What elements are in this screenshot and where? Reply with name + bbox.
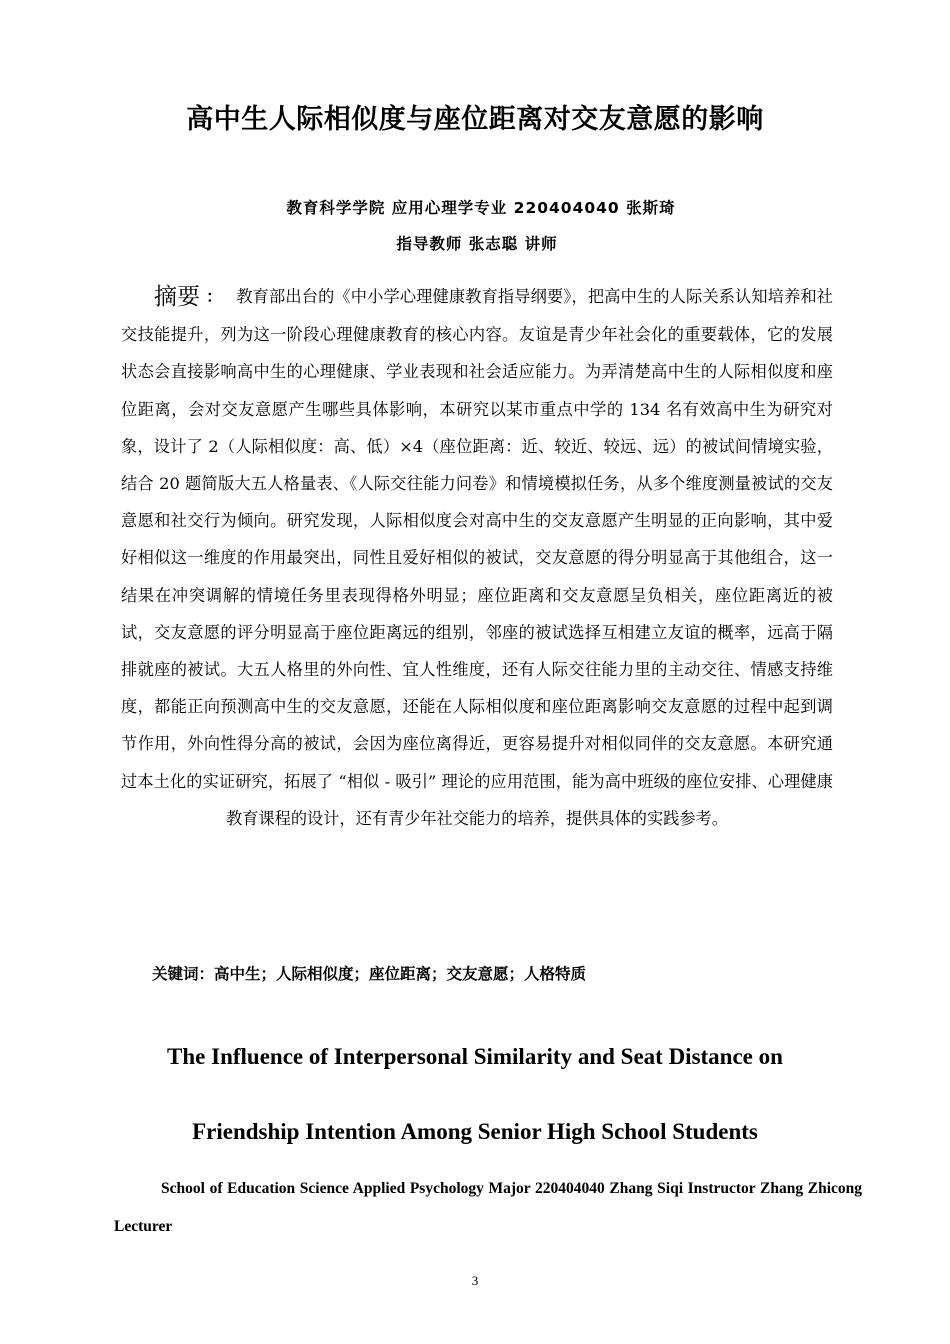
abstract-text: 教育部出台的《中小学心理健康教育指导纲要》，把高中生的人际关系认知培养和社交技能提升，列为这一阶段心理健康教育的核心内容。友谊是青少年社会化的重要载体，它的发展状态会直接影响高中生的心理健康、学业表现和社会适应能力。为弄清楚高中生的人际相似度和座位距离，会对交友意愿产生哪些具体影响，本研究以某市重点中学的 134 名有效高中生为研究对象，设计了 2（人际相似度：高、低）×4（座位距离：近、较近、较远、远）的被试间情境实验，结合 20 题简版大五人格量表、《人际交往能力问卷》和情境模拟任务，从多个维度测量被试的交友意愿和社交行为倾向。研究发现，人际相似度会对高中生的交友意愿产生明显的正向影响，其中爱好相似这一维度的作用最突出，同性且爱好相似的被试，交友意愿的得分明显高于其他组合，这一结果在冲突调解的情境任务里表现得格外明显；座位距离和交友意愿呈负相关，座位距离近的被试，交友意愿的评分明显高于座位距离远的组别，邻座的被试选择互相建立友谊的概率，远高于隔排就座的被试。大五人格里的外向性、宜人性维度，还有人际交往能力里的主动交往、情感支持维度，都能正向预测高中生的交友意愿，还能在人际相似度和座位距离影响交友意愿的过程中起到调节作用，外向性得分高的被试，会因为座位离得近，更容易提升对相似同伴的交友意愿。本研究通过本土化的实证研究，拓展了 “相似 - 吸引” 理论的应用范围，能为高中班级的座位安排、心理健康教育课程的设计，还有青少年社交能力的培养，提供具体的实践参考。 bbox=[121, 287, 833, 828]
page-title: 高中生人际相似度与座位距离对交友意愿的影响 bbox=[186, 104, 764, 135]
english-author-info: School of Education Science Applied Psychology Major 220404040 Zhang Siqi Instructor Zhang Zhicong Lecturer bbox=[114, 1180, 862, 1235]
abstract-paragraph bbox=[121, 278, 833, 837]
abstract-label: 摘要 bbox=[154, 284, 200, 310]
advisor-info: 指导教师 张志聪 讲师 bbox=[396, 235, 558, 253]
author-info: 教育科学学院 应用心理学专业 220404040 张斯琦 bbox=[286, 199, 676, 217]
page-number: 3 bbox=[471, 1273, 479, 1288]
keywords: 关键词：高中生；人际相似度；座位距离；交友意愿；人格特质 bbox=[152, 965, 587, 983]
english-title-line-1: The Influence of Interpersonal Similarity and Seat Distance on bbox=[167, 1044, 783, 1069]
abstract-colon: ： bbox=[206, 287, 223, 306]
english-title-line-2: Friendship Intention Among Senior High School Students bbox=[192, 1119, 758, 1144]
